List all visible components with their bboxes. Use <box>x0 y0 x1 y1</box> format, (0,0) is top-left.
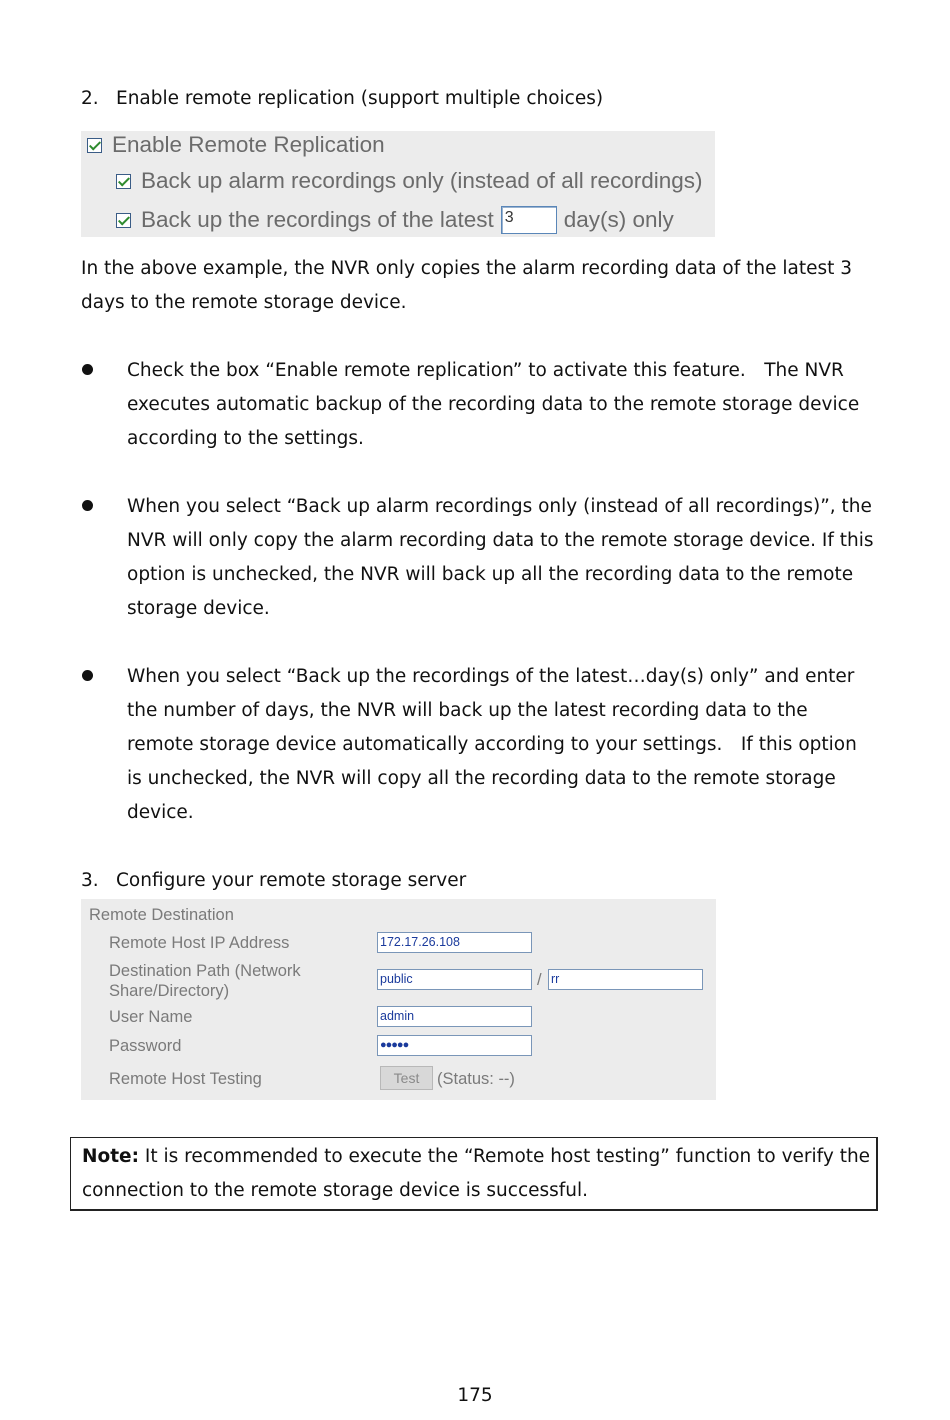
test-status: (Status: --) <box>437 1070 515 1088</box>
alarm-only-label: Back up alarm recordings only (instead of all recordings) <box>141 168 703 193</box>
page-number: 175 <box>457 1385 493 1406</box>
user-name-input[interactable]: admin <box>377 1006 532 1027</box>
path-separator: / <box>537 971 542 989</box>
alarm-only-checkbox[interactable] <box>116 174 131 189</box>
host-ip-label: Remote Host IP Address <box>109 934 290 952</box>
bullet-text: When you select “Back up alarm recordings only (instead of all recordings)”, the NVR will only copy the alarm recording data to the remote storage device. If this option is unchecked, the NVR will back up all the recording data to the remote storage device. <box>127 496 874 619</box>
test-button[interactable]: Test <box>380 1066 433 1090</box>
bullet-dot <box>82 364 93 375</box>
example-paragraph: In the above example, the NVR only copies the alarm recording data of the latest 3 days to the remote storage device. <box>81 258 853 313</box>
host-ip-input[interactable]: 172.17.26.108 <box>377 932 532 953</box>
step-title: Configure your remote storage server <box>116 870 467 891</box>
host-testing-label: Remote Host Testing <box>109 1070 262 1088</box>
bullet-text: When you select “Back up the recordings of the latest…day(s) only” and enter the number of days, the NVR will back up the latest recording data to the remote storage device automatically according to your settings. If this option is unchecked, the NVR will copy all the recording data to the remote storage device. <box>127 666 857 823</box>
panel-heading: Remote Destination <box>89 906 234 924</box>
path-label-line2: Share/Directory) <box>109 982 230 1000</box>
latest-days-suffix: day(s) only <box>563 207 674 232</box>
share-path-input[interactable]: public <box>377 969 532 990</box>
path-label-line1: Destination Path (Network <box>109 962 301 980</box>
enable-replication-option[interactable] <box>87 132 385 158</box>
password-input[interactable]: ●●●●● <box>377 1035 532 1056</box>
replication-settings-panel <box>81 131 715 237</box>
password-label: Password <box>109 1037 182 1055</box>
step-number: 2. <box>81 88 99 109</box>
alarm-only-option[interactable] <box>116 168 703 194</box>
step-number: 3. <box>81 870 99 891</box>
latest-days-checkbox[interactable] <box>116 213 131 228</box>
step-2-heading <box>81 88 603 109</box>
step-title: Enable remote replication (support multiple choices) <box>116 88 604 109</box>
remote-destination-panel <box>81 899 716 1100</box>
enable-replication-checkbox[interactable] <box>87 138 102 153</box>
latest-days-prefix: Back up the recordings of the latest <box>141 207 494 232</box>
step-3-heading <box>81 870 466 891</box>
directory-path-input[interactable]: rr <box>548 969 703 990</box>
latest-days-option[interactable] <box>116 205 674 235</box>
bullet-dot <box>82 670 93 681</box>
note-label: Note: <box>82 1146 139 1167</box>
user-name-label: User Name <box>109 1008 193 1026</box>
note-body: It is recommended to execute the “Remote host testing” function to verify the connection to the remote storage device is successful. <box>82 1146 871 1201</box>
bullet-text: Check the box “Enable remote replication” to activate this feature. The NVR executes automatic backup of the recording data to the remote storage device according to the settings. <box>127 360 860 449</box>
note-text <box>82 1140 872 1208</box>
enable-replication-label: Enable Remote Replication <box>112 132 385 157</box>
note-box <box>70 1137 878 1211</box>
bullet-dot <box>82 500 93 511</box>
latest-days-input[interactable]: 3 <box>501 206 557 234</box>
